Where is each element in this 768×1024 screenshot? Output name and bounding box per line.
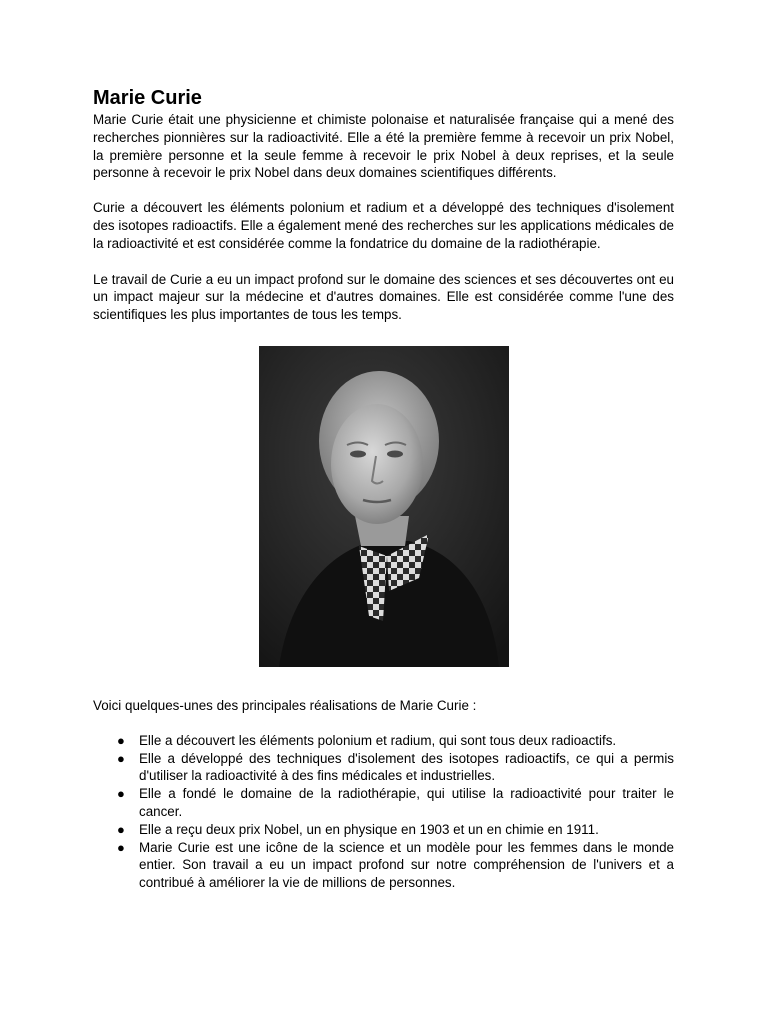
list-item: ● Marie Curie est une icône de la science et un modèle pour les femmes dans le monde entier. Son travail a eu un impact profond sur notre compréhension de l'univers et a contribué à améliorer la vie de millions de personnes. bbox=[117, 839, 674, 891]
impact-paragraph: Le travail de Curie a eu un impact profond sur le domaine des sciences et ses découvertes ont eu un impact majeur sur la médecine et d'autres domaines. Elle est considérée comme l'une des scientifiques les plus importantes de tous les temps. bbox=[93, 271, 674, 323]
document-page bbox=[93, 86, 674, 892]
list-item: ● Elle a découvert les éléments polonium et radium, qui sont tous deux radioactifs. bbox=[117, 732, 617, 748]
list-item: ● Elle a développé des techniques d'isolement des isotopes radioactifs, ce qui a permis d'utiliser la radioactivité à des fins médicales et industrielles. bbox=[117, 750, 674, 784]
achievements-list bbox=[93, 732, 674, 892]
bullet-icon: ● bbox=[117, 821, 125, 837]
bullet-icon: ● bbox=[117, 732, 125, 748]
bullet-icon: ● bbox=[117, 750, 125, 766]
list-item: ● Elle a fondé le domaine de la radiothérapie, qui utilise la radioactivité pour traiter le cancer. bbox=[117, 786, 674, 819]
intro-paragraph: Marie Curie était une physicienne et chimiste polonaise et naturalisée française qui a mené des recherches pionnières sur la radioactivité. Elle a été la première femme à recevoir un prix Nobel, la première personne et la seule femme à recevoir le prix Nobel à deux reprises, et la seule personne à recevoir le prix Nobel dans deux domaines scientifiques différents. bbox=[93, 112, 674, 181]
bullet-icon: ● bbox=[117, 786, 125, 802]
marie-curie-portrait bbox=[259, 346, 509, 667]
page-title: Marie Curie bbox=[93, 87, 202, 109]
portrait-container bbox=[93, 346, 674, 667]
bullet-icon: ● bbox=[117, 839, 125, 855]
list-item: ● Elle a reçu deux prix Nobel, un en physique en 1903 et un en chimie en 1911. bbox=[117, 821, 599, 837]
achievements-intro: Voici quelques-unes des principales réalisations de Marie Curie : bbox=[93, 697, 477, 713]
discoveries-paragraph: Curie a découvert les éléments polonium et radium et a développé des techniques d'isolement des isotopes radioactifs. Elle a également mené des recherches sur les applications médicales de la radioactivité et est considérée comme la fondatrice du domaine de la radiothérapie. bbox=[93, 200, 674, 251]
